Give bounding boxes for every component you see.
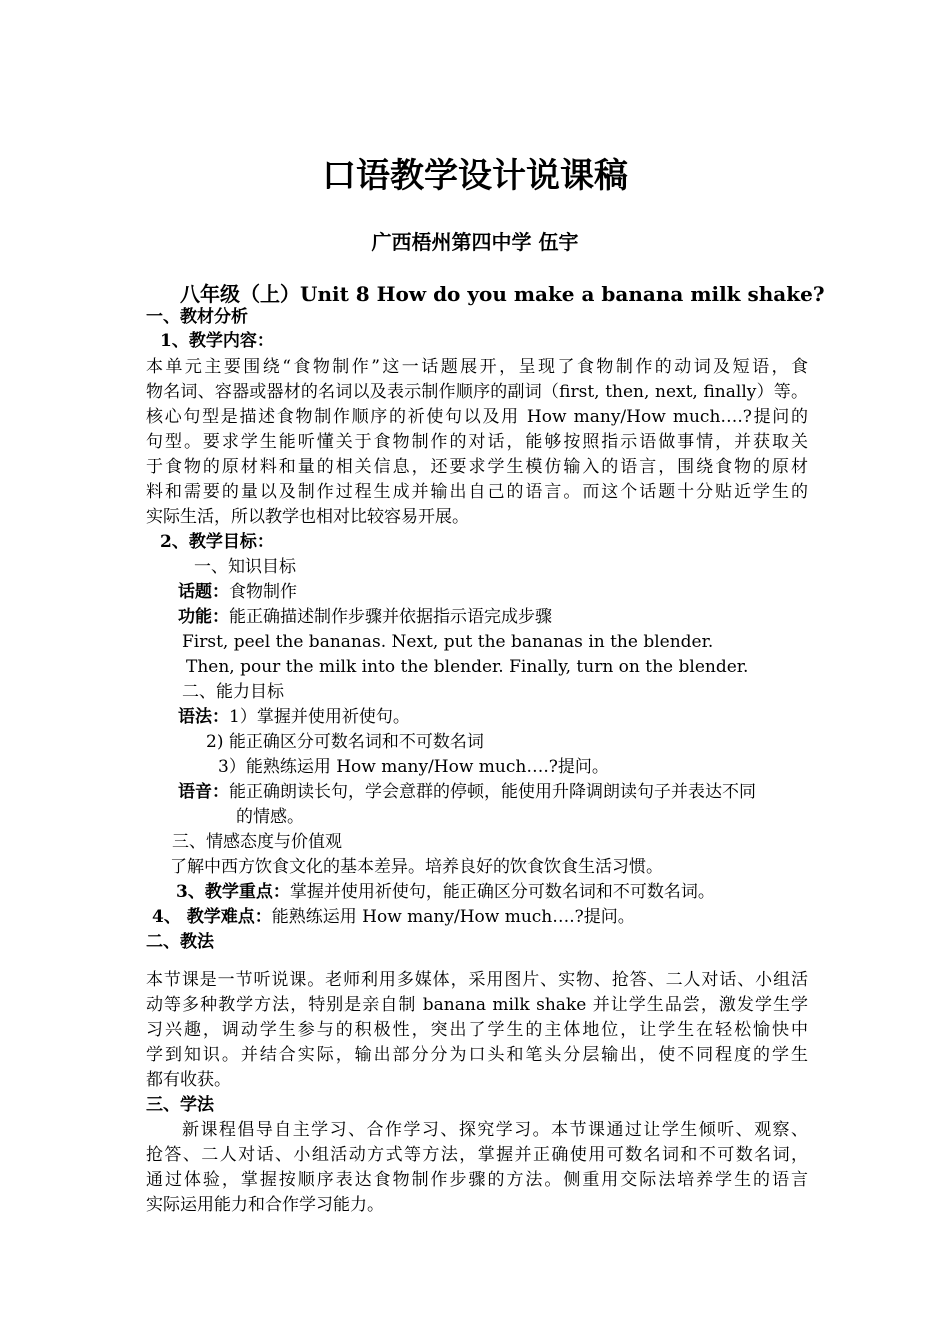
paragraph-line: 实际运用能力和合作学习能力。 [146, 1195, 384, 1215]
grammar-item: 1）掌握并使用祈使句。 [229, 707, 410, 727]
key-point-row [176, 880, 715, 904]
paragraph-line: 句型。要求学生能听懂关于食物制作的对话，能够按照指示语做事情，并获取关 [146, 432, 808, 452]
paragraph-line: 习兴趣，调动学生参与的积极性，突出了学生的主体地位，让学生在轻松愉快中 [146, 1020, 808, 1040]
key-point-label: 3、教学重点： [176, 882, 290, 902]
paragraph-line: 本单元主要围绕“食物制作”这一话题展开，呈现了食物制作的动词及短语，食 [146, 357, 808, 377]
section-heading-learning-method: 三、学法 [146, 1095, 214, 1115]
function-value: 能正确描述制作步骤并依据指示语完成步骤 [229, 607, 552, 627]
emotion-goal-text: 了解中西方饮食文化的基本差异。培养良好的饮食饮食生活习惯。 [170, 857, 663, 877]
paragraph-line: 动等多种教学方法，特别是亲自制 banana milk shake 并让学生品尝，激发学生学 [146, 995, 808, 1015]
paragraph-line: 料和需要的量以及制作过程生成并输出自己的语言。而这个话题十分贴近学生的 [146, 482, 808, 502]
paragraph-line: 于食物的原材料和量的相关信息，还要求学生模仿输入的语言，围绕食物的原材 [146, 457, 808, 477]
paragraph-line: 学到知识。并结合实际，输出部分分为口头和笔头分层输出，使不同程度的学生 [146, 1045, 808, 1065]
example-sentence: Then, pour the milk into the blender. Finally, turn on the blender. [186, 657, 749, 677]
difficulty-label: 4、 教学难点： [152, 907, 272, 927]
function-row [178, 605, 552, 629]
author-line: 广西梧州第四中学 伍宇 [371, 230, 579, 254]
grammar-item: 3）能熟练运用 How many/How much….?提问。 [218, 757, 609, 777]
ability-goal-heading: 二、能力目标 [182, 682, 284, 702]
grammar-row [178, 705, 410, 729]
grammar-item: 2) 能正确区分可数名词和不可数名词 [206, 732, 484, 752]
paragraph-line: 新课程倡导自主学习、合作学习、探究学习。本节课通过让学生倾听、观察、 [182, 1120, 808, 1140]
topic-value: 食物制作 [229, 582, 297, 602]
page-title: 口语教学设计说课稿 [322, 156, 628, 196]
paragraph-line: 都有收获。 [146, 1070, 231, 1090]
paragraph-line: 物名词、容器或器材的名词以及表示制作顺序的副词（first, then, next, finally）等。 [146, 382, 808, 402]
topic-row [178, 580, 297, 604]
difficulty-row [152, 905, 635, 929]
paragraph-line: 核心句型是描述食物制作顺序的祈使句以及用 How many/How much….?提问的 [146, 407, 808, 427]
key-point-text: 掌握并使用祈使句，能正确区分可数名词和不可数名词。 [289, 882, 715, 902]
section-heading-teaching-method: 二、教法 [146, 932, 214, 952]
phonetic-label: 语音： [178, 782, 229, 802]
section-heading-materials: 一、教材分析 [146, 307, 248, 327]
phonetic-row [178, 780, 756, 804]
function-label: 功能： [178, 607, 229, 627]
paragraph-line: 抢答、二人对话、小组活动方式等方法，掌握并正确使用可数名词和不可数名词， [146, 1145, 808, 1165]
paragraph-line: 本节课是一节听说课。老师利用多媒体，采用图片、实物、抢答、二人对话、小组活 [146, 970, 808, 990]
grammar-label: 语法： [178, 707, 229, 727]
subheading-content: 1、教学内容： [160, 331, 274, 351]
topic-label: 话题： [178, 582, 229, 602]
emotion-goal-heading: 三、情感态度与价值观 [172, 832, 342, 852]
difficulty-text: 能熟练运用 How many/How much….?提问。 [271, 907, 635, 927]
paragraph-line: 通过体验，掌握按顺序表达食物制作步骤的方法。侧重用交际法培养学生的语言 [146, 1170, 808, 1190]
knowledge-goal-heading: 一、知识目标 [194, 557, 296, 577]
phonetic-text: 的情感。 [236, 807, 304, 827]
paragraph-line: 实际生活，所以教学也相对比较容易开展。 [146, 507, 469, 527]
phonetic-text: 能正确朗读长句，学会意群的停顿，能使用升降调朗读句子并表达不同 [229, 782, 756, 802]
unit-heading: 八年级（上）Unit 8 How do you make a banana milk shake? [180, 282, 825, 306]
subheading-goals: 2、教学目标： [160, 532, 274, 552]
example-sentence: First, peel the bananas. Next, put the bananas in the blender. [182, 632, 714, 652]
